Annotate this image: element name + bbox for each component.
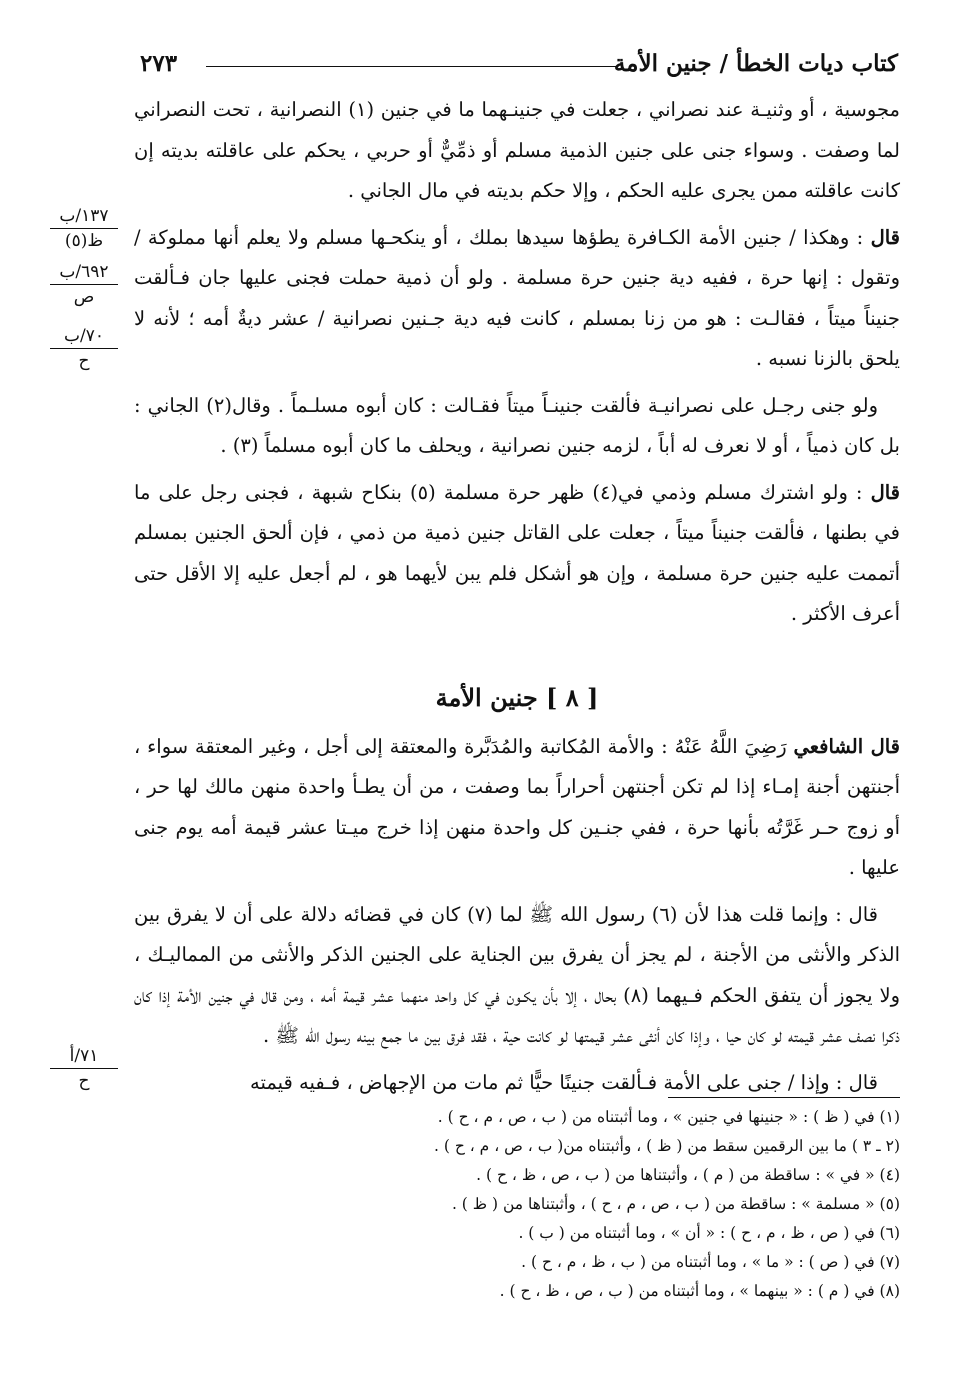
- paragraph: قال الشافعي رَضِيَ اللَّهُ عَنْهُ : والأمة المُكاتبة والمُدَبَّرة والمعتقة إلى أجل ، وغير المعتقة سواء ، أجنتهن أجنة إمـاء إذا لم تكن أجنتهن أحراراً بما وصفت ، من أن يطـأ واحدة منهن مالك لها حر ، أو زوج حـر غَرَّتُه بأنها حرة ، ففي جنـين كل واحدة منهن إذا خرج ميـتا عشر قيمة أمه يوم جنى عليها .: [134, 734, 900, 879]
- footnote: (٢ ـ ٣ ) ما بين الرقمين سقط من ( ظ ) ، وأثبتناه من( ب ، ص ، م ، ح ) .: [433, 1137, 900, 1155]
- paragraph: قال : ولو اشترك مسلم وذمي في(٤) ظهر حرة مسلمة (٥) بنكاح شبهة ، فجنى رجل على ما في بطنها ، فألقت جنيناً ميتاً ، جعلت على القاتل جنين ذمية من ذمي ، فإن ألحق الجنين بمسلم أتممت عليه جنين حرة مسلمة ، وإن هو أشكل فلم يبن لأيهما هو ، لم أجعل عليه إلا الأقل حتى أعرف الأكثر .: [134, 480, 900, 625]
- lead-word: قال: [870, 480, 900, 504]
- header-rule: [206, 66, 616, 67]
- section-title: [ ٨ ] جنين الأمة: [435, 682, 599, 712]
- lead-word: قال: [870, 225, 900, 249]
- footnote: (١) في ( ظ ) : « جنينها في جنين » ، وما أثبتناه من ( ب ، ص ، م ، ح ) .: [437, 1108, 900, 1126]
- header-title: كتاب ديات الخطأ / جنين الأمة: [613, 50, 898, 77]
- page-number: ٢٧٣: [140, 50, 178, 77]
- margin-note: ٦٩٢/ب ص: [50, 262, 118, 307]
- paragraph: قال : وهكذا / جنين الأمة الكـافرة يطؤها سيدها بملك ، أو ينكحـها مسلم ولا يعلم أنها مملوكة / وتقول : إنها حرة ، ففيه دية جنين حرة مسلمة . ولو أن ذمية حملت فجنى عليها جان فـألقت جنيناً ميتاً ، فقالـت : هو من زنا بمسلم ، كانت فيه دية جـنين نصرانية / عشر ديةٌ أمه ؛ لأنه لا يلحق بالزنا نسبه .: [134, 225, 900, 370]
- paragraph: قال : وإذا / جنى على الأمة فـألقت جنينًا حيًّا ثم مات من الإجهاض ، فـفيه قيمته: [250, 1070, 878, 1094]
- margin-note: ٧٠/ب ح: [50, 326, 118, 371]
- running-header: [140, 46, 898, 86]
- paragraph: مجوسية ، أو وثنيـة عند نصراني ، جعلت في جنينـهما ما في جنين (١) النصرانية ، تحت النصراني لما وصفت . وسواء جنى على جنين الذمية مسلم أو ذمِّيٌّ أو حربي ، يحكم على عاقلته بديته إن كانت عاقلته ممن يجرى عليه الحكم ، وإلا حكم بديته في مال الجاني .: [134, 98, 901, 202]
- main-text: [134, 90, 900, 1109]
- footnote: (٨) في ( م ) : « بينهما » ، وما أثبتناه من ( ب ، ص ، ظ ، ح ) .: [499, 1282, 900, 1300]
- footnote: (٦) في ( ص ، ظ ، م ، ح ) : « أن » ، وما أثبتناه من ( ب ) .: [518, 1224, 900, 1242]
- footnote-rule: [668, 1097, 900, 1098]
- paragraph: قال : وإنما قلت هذا لأن (٦) رسول الله ﷺ لما (٧) كان في قضائه دلالة على أن لا يفرق بين الذكر والأنثى من الأجنة ، لم يجز أن يفرق بين الجناية على الجنين الذكر والأنثى من المماليـك ، ولا يجوز أن يتفق الحكم فـيهما (٨) بحال ، إلا بأن يكـون في كل واحد منهما عشر قيمة أمه ، ومن قال في جنين الأمة إذا كان ذكرا نصف عشر قيمته لو كان حيا ، وإذا كان أنثى عشر قيمتها لو كانت حية ، فقد فرق بين ما جمع بينه رسول الله ﷺ .: [134, 902, 900, 1047]
- margin-note: ٧١/أ ح: [50, 1046, 118, 1091]
- footnote: (٥) « مسلمة » : ساقطة من ( ب ، ص ، م ، ح ) ، وأثبتناها من ( ظ ) .: [451, 1195, 900, 1213]
- footnote: (٤) « في » : ساقطة من ( م ) ، وأثبتناها من ( ب ، ص ، ظ ، ح ) .: [476, 1166, 900, 1184]
- lead-word: قال الشافعي: [793, 734, 900, 758]
- paragraph: ولو جنى رجـل على نصرانيـة فألقت جنينـاً ميتاً فقـالت : كان أبوه مسلـماً . وقال(٢) الجاني : بل كان ذمياً ، أو لا نعرف له أباً ، لزمه جنين نصرانية ، ويحلف ما كان أبوه مسلماً (٣) .: [134, 393, 900, 457]
- margin-note: ١٣٧/ب ظ(٥): [50, 206, 118, 251]
- footnotes: [200, 1103, 900, 1306]
- footnote: (٧) في ( ص ) : « ما » ، وما أثبتناه من ( ب ، ظ ، م ، ح ) .: [521, 1253, 900, 1271]
